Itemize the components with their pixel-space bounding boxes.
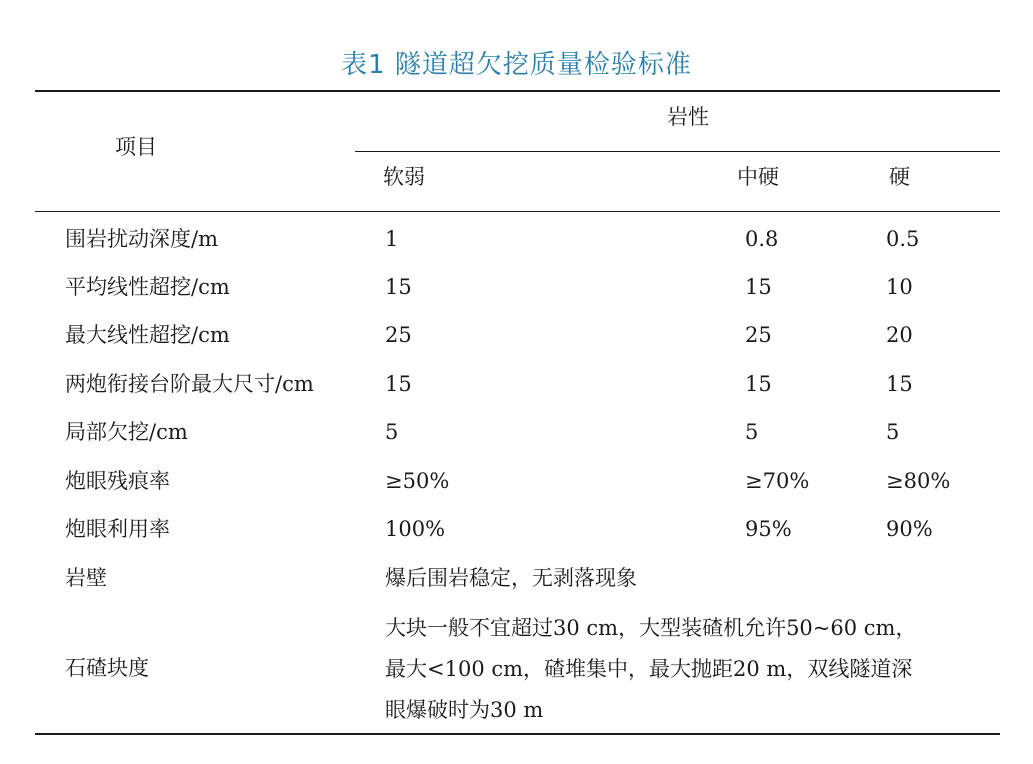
row-value-medium: 15 <box>745 275 772 299</box>
row-value-soft: 15 <box>385 372 412 396</box>
row-item: 最大线性超挖/cm <box>65 323 230 347</box>
stone-size-line: 大块一般不宜超过30 cm，大型装碴机允许50~60 cm， <box>385 616 917 640</box>
row-value-soft: 5 <box>385 420 399 444</box>
header-bottom-rule <box>35 211 1000 212</box>
row-value-hard: 10 <box>886 275 913 299</box>
rock-wall-item: 岩壁 <box>65 566 107 590</box>
row-value-medium: ≥70% <box>745 469 810 493</box>
table-title: 表1 隧道超欠挖质量检验标准 <box>341 50 692 80</box>
row-item: 两炮衔接台阶最大尺寸/cm <box>65 372 314 396</box>
row-item: 炮眼利用率 <box>65 517 170 541</box>
row-item: 平均线性超挖/cm <box>65 275 230 299</box>
stone-size-text <box>385 608 1005 731</box>
row-value-medium: 5 <box>745 420 759 444</box>
header-col-medium: 中硬 <box>737 165 779 189</box>
row-value-hard: 0.5 <box>886 227 920 251</box>
row-item: 局部欠挖/cm <box>65 420 188 444</box>
row-value-hard: ≥80% <box>886 469 951 493</box>
header-group-label: 岩性 <box>667 105 709 129</box>
header-col-hard: 硬 <box>889 165 910 189</box>
row-value-soft: 25 <box>385 323 412 347</box>
row-value-soft: ≥50% <box>385 469 450 493</box>
row-value-soft: 100% <box>385 517 446 541</box>
group-rule <box>355 151 1000 152</box>
row-value-medium: 25 <box>745 323 772 347</box>
header-item-label: 项目 <box>115 135 157 159</box>
row-value-hard: 20 <box>886 323 913 347</box>
row-value-medium: 95% <box>745 517 792 541</box>
row-value-soft: 1 <box>385 227 399 251</box>
stone-size-line: 眼爆破时为30 m <box>385 698 544 722</box>
bottom-rule <box>35 733 1000 735</box>
stone-size-item: 石碴块度 <box>65 656 149 680</box>
row-value-medium: 15 <box>745 372 772 396</box>
row-item: 炮眼残痕率 <box>65 469 170 493</box>
row-value-medium: 0.8 <box>745 227 779 251</box>
rock-wall-text: 爆后围岩稳定，无剥落现象 <box>385 566 637 590</box>
stone-size-line: 最大<100 cm，碴堆集中，最大抛距20 m，双线隧道深 <box>385 657 913 681</box>
row-value-hard: 90% <box>886 517 933 541</box>
row-value-hard: 5 <box>886 420 900 444</box>
row-value-soft: 15 <box>385 275 412 299</box>
row-item: 围岩扰动深度/m <box>65 227 218 251</box>
row-value-hard: 15 <box>886 372 913 396</box>
header-col-soft: 软弱 <box>383 165 425 189</box>
top-rule <box>35 90 1000 92</box>
